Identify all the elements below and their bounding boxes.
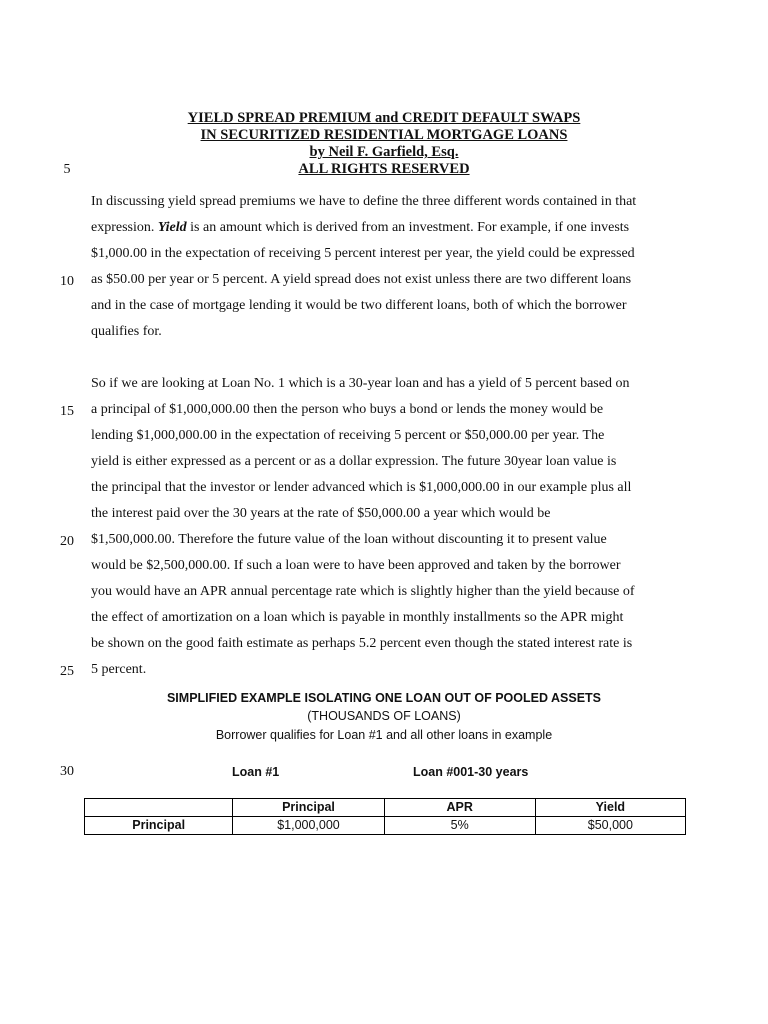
- paragraph-line: [91, 215, 691, 241]
- table-header-cell: Yield: [535, 799, 685, 817]
- doc-title-line2: [0, 127, 768, 143]
- table-cell: $1,000,000: [233, 817, 384, 835]
- doc-rights: [0, 161, 768, 177]
- line-number: 15: [60, 404, 74, 419]
- paragraph-1: [91, 189, 691, 345]
- paragraph-line: would be $2,500,000.00. If such a loan were to have been approved and taken by the borrower: [91, 558, 621, 573]
- line-number: 30: [60, 764, 74, 779]
- loan-term-label: Loan #001-30 years: [413, 765, 529, 779]
- paragraph-line: 5 percent.: [91, 662, 147, 677]
- table-header-cell: Principal: [233, 799, 384, 817]
- paragraph-line: the interest paid over the 30 years at the rate of $50,000.00 a year which would be: [91, 506, 551, 521]
- doc-author-text: by Neil F. Garfield, Esq.: [309, 144, 459, 160]
- line-number: 25: [60, 664, 74, 679]
- paragraph-line: a principal of $1,000,000.00 then the person who buys a bond or lends the money would be: [91, 402, 604, 417]
- example-note: Borrower qualifies for Loan #1 and all other loans in example: [215, 728, 553, 742]
- paragraph-line-part: expression.: [91, 220, 158, 235]
- example-heading: SIMPLIFIED EXAMPLE ISOLATING ONE LOAN OUT OF POOLED ASSETS: [166, 691, 602, 705]
- line-number: 20: [60, 534, 74, 549]
- paragraph-2: [91, 371, 691, 683]
- paragraph-line: qualifies for.: [91, 324, 162, 339]
- table-header-cell: [85, 799, 233, 817]
- paragraph-line: yield is either expressed as a percent or as a dollar expression. The future 30year loan value is: [91, 454, 617, 469]
- paragraph-line: lending $1,000,000.00 in the expectation of receiving 5 percent or $50,000.00 per year. The: [91, 428, 605, 443]
- doc-title-line2-text: IN SECURITIZED RESIDENTIAL MORTGAGE LOANS: [200, 127, 568, 143]
- doc-author: [0, 144, 768, 160]
- yield-term: Yield: [157, 220, 187, 235]
- table-header-cell: APR: [384, 799, 535, 817]
- paragraph-line: the effect of amortization on a loan which is payable in monthly installments so the APR might: [91, 610, 624, 625]
- table-cell: 5%: [384, 817, 535, 835]
- paragraph-line: you would have an APR annual percentage rate which is slightly higher than the yield because of: [91, 584, 635, 599]
- paragraph-line-part: is an amount which is derived from an investment. For example, if one invests: [186, 220, 630, 235]
- line-number: 5: [63, 162, 71, 177]
- paragraph-line: and in the case of mortgage lending it would be two different loans, both of which the borrower: [91, 298, 627, 313]
- doc-title-line1: [0, 110, 768, 126]
- loan-table: [84, 798, 686, 835]
- paragraph-line: In discussing yield spread premiums we have to define the three different words contained in that: [91, 194, 637, 209]
- paragraph-line: So if we are looking at Loan No. 1 which is a 30-year loan and has a yield of 5 percent based on: [91, 376, 630, 391]
- table-cell: $50,000: [535, 817, 685, 835]
- paragraph-line: as $50.00 per year or 5 percent. A yield spread does not exist unless there are two different loans: [91, 272, 632, 287]
- table-header-row: [85, 799, 686, 817]
- loan-label: Loan #1: [232, 765, 280, 779]
- table-row: [85, 817, 686, 835]
- example-subheading: (THOUSANDS OF LOANS): [307, 709, 461, 723]
- paragraph-line: $1,000.00 in the expectation of receiving 5 percent interest per year, the yield could be expressed: [91, 246, 635, 261]
- table-row-label: Principal: [85, 817, 233, 835]
- paragraph-line: $1,500,000.00. Therefore the future value of the loan without discounting it to present value: [91, 532, 607, 547]
- paragraph-line: the principal that the investor or lender advanced which is $1,000,000.00 in our example plus all: [91, 480, 632, 495]
- line-number: 10: [60, 274, 74, 289]
- doc-rights-text: ALL RIGHTS RESERVED: [298, 161, 470, 177]
- paragraph-line: be shown on the good faith estimate as perhaps 5.2 percent even though the stated interest rate is: [91, 636, 633, 651]
- doc-title-line1-text: YIELD SPREAD PREMIUM and CREDIT DEFAULT SWAPS: [187, 110, 581, 126]
